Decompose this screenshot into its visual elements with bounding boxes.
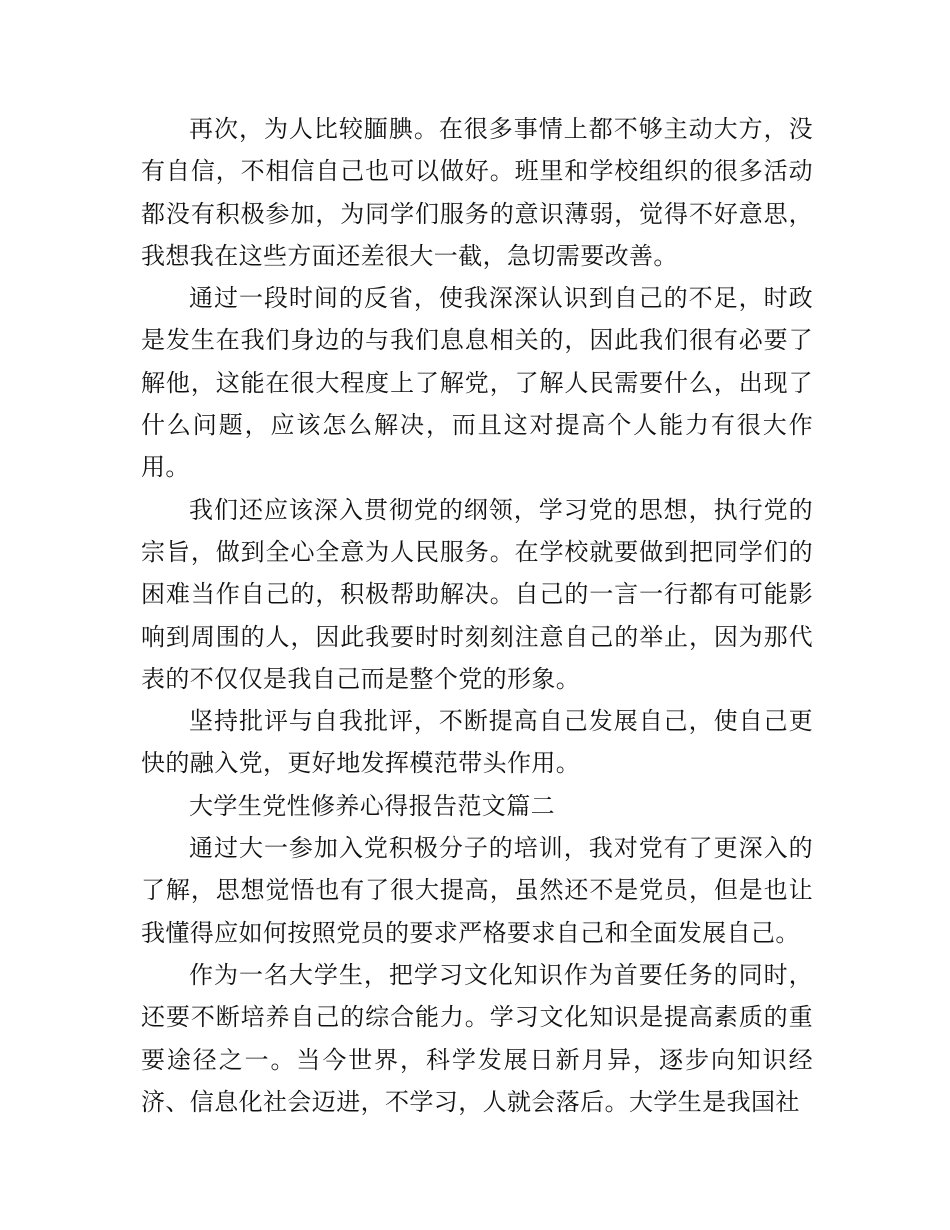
- paragraph-current-affairs: 通过一段时间的反省，使我深深认识到自己的不足，时政是发生在我们身边的与我们息息相关的，因此我们很有必要了解他，这能在很大程度上了解党，了解人民需要什么，出现了什么问题，应该怎么解决，而且这对提高个人能力有很大作用。: [141, 284, 813, 482]
- paragraph-training: 通过大一参加入党积极分子的培训，我对党有了更深入的了解，思想觉悟也有了很大提高，虽然还不是党员，但是也让我懂得应如何按照党员的要求严格要求自己和全面发展自己。: [141, 834, 813, 947]
- document-body: [141, 108, 813, 1123]
- paragraph-party-principles: 我们还应该深入贯彻党的纲领，学习党的思想，执行党的宗旨，做到全心全意为人民服务。在学校就要做到把同学们的困难当作自己的，积极帮助解决。自己的一言一行都有可能影响到周围的人，因此我要时时刻刻注意自己的举止，因为那代表的不仅仅是我自己而是整个党的形象。: [141, 495, 813, 693]
- section-heading: 大学生党性修养心得报告范文篇二: [189, 791, 555, 820]
- paragraph-criticism: 坚持批评与自我批评，不断提高自己发展自己，使自己更快的融入党，更好地发挥模范带头作用。: [141, 707, 813, 778]
- paragraph-self-reflection: 再次，为人比较腼腆。在很多事情上都不够主动大方，没有自信，不相信自己也可以做好。班里和学校组织的很多活动都没有积极参加，为同学们服务的意识薄弱，觉得不好意思，我想我在这些方面还差很大一截，急切需要改善。: [141, 115, 813, 270]
- paragraph-study: 作为一名大学生，把学习文化知识作为首要任务的同时，还要不断培养自己的综合能力。学习文化知识是提高素质的重要途径之一。当今世界，科学发展日新月异，逐步向知识经济、信息化社会迈进，不学习，人就会落后。大学生是我国社: [141, 960, 813, 1116]
